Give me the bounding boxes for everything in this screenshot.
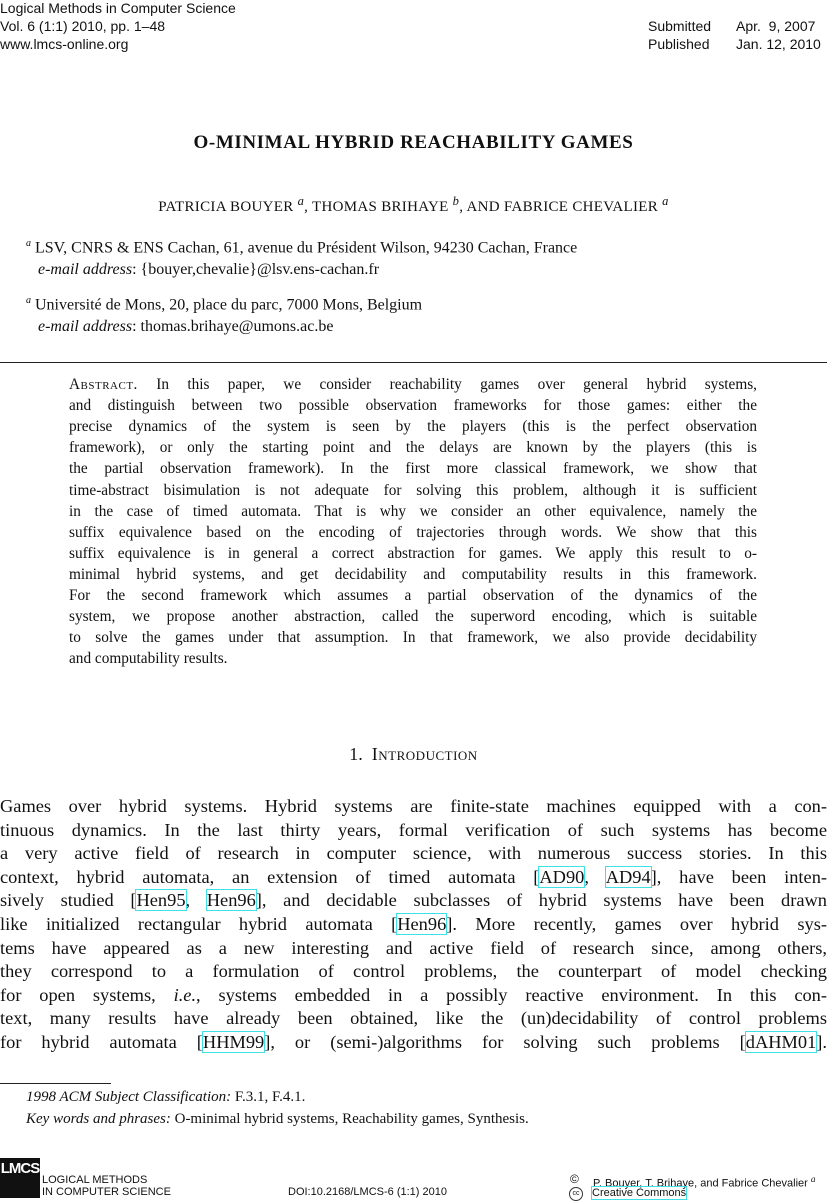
paragraph-line xyxy=(0,938,827,959)
abstract-line xyxy=(69,482,757,500)
email-label: e-mail address xyxy=(38,318,133,336)
paper-title: O-MINIMAL HYBRID REACHABILITY GAMES xyxy=(193,132,634,153)
text-segment: and computability results. xyxy=(69,650,228,668)
affiliation-mark: a xyxy=(26,238,31,249)
text-segment: minimal hybrid systems, and get decidability and computability results in this framework. xyxy=(69,565,757,583)
separator: , xyxy=(459,199,467,215)
paragraph-line xyxy=(0,796,827,817)
email-label: e-mail address xyxy=(38,261,133,279)
text-segment: ]. More recently, games over hybrid sys- xyxy=(446,914,827,934)
footnote-line xyxy=(26,1089,726,1106)
text-segment: ], and decidable subclasses of hybrid systems have been drawn xyxy=(255,890,827,911)
citation-link[interactable]: AD94 xyxy=(605,866,651,887)
text-segment: in the case of timed automata. That is why we consider an other equivalence, namely the xyxy=(69,502,757,520)
affiliation-address: LSV, CNRS & ENS Cachan, 61, avenue du Président Wilson, 94230 Cachan, France xyxy=(35,239,578,257)
abstract-line xyxy=(69,376,757,394)
text-segment: , xyxy=(185,890,207,911)
creative-commons-icon: cc xyxy=(569,1187,583,1201)
text-segment: Abstract. xyxy=(69,376,138,393)
section-heading xyxy=(0,744,827,765)
abstract-line xyxy=(69,418,757,436)
author-name: THOMAS BRIHAYE xyxy=(312,199,449,215)
footnote-rule xyxy=(0,1083,111,1084)
author-list xyxy=(0,194,827,216)
volume-info: Vol. 6 (1:1) 2010, pp. 1–48 xyxy=(0,18,166,34)
author-name: PATRICIA BOUYER xyxy=(158,199,294,215)
abstract-line xyxy=(69,397,757,415)
affiliation-address: Université de Mons, 20, place du parc, 7000 Mons, Belgium xyxy=(35,296,423,314)
citation-link[interactable]: Hen96 xyxy=(206,890,256,911)
text-segment: ], have been inten- xyxy=(650,866,827,887)
published-label: Published xyxy=(648,36,710,52)
text-segment: ], or (semi-)algorithms for solving such problems [ xyxy=(264,1032,746,1052)
journal-name: Logical Methods in Computer Science xyxy=(0,0,236,16)
affiliation-mark: a xyxy=(810,1174,816,1184)
abstract-line xyxy=(69,460,757,478)
text-segment: For the second framework which assumes a partial observation of the dynamics of the xyxy=(69,587,757,604)
paragraph-line xyxy=(0,843,827,864)
text-segment: for open systems, xyxy=(0,984,174,1005)
text-segment: framework), or only the starting point and the delays are known by the players (this is xyxy=(69,439,757,457)
text-segment: i.e. xyxy=(173,984,197,1005)
text-segment: tinuous dynamics. In the last thirty years, formal verification of such systems has become xyxy=(0,819,827,840)
citation-link[interactable]: HHM99 xyxy=(202,1032,265,1052)
submitted-label: Submitted xyxy=(648,18,712,34)
text-segment: system, we propose another abstraction, called the superword encoding, which is suitable xyxy=(69,608,757,626)
copyright-holders-text: P. Bouyer, T. Brihaye, and Fabrice Chevalier xyxy=(593,1177,808,1190)
copyright-icon: © xyxy=(570,1172,579,1186)
text-segment: 1998 ACM Subject Classification: xyxy=(26,1089,232,1105)
text-segment: In this paper, we consider reachability games over general hybrid systems, xyxy=(137,376,757,393)
abstract-line xyxy=(69,566,757,584)
text-segment: suffix equivalence based on the encoding of trajectories through words. We show that this xyxy=(69,523,757,541)
text-segment: suffix equivalence is in general a correct abstraction for games. We apply this result to o- xyxy=(69,544,757,562)
paragraph-line xyxy=(0,1032,827,1053)
email-address[interactable]: : thomas.brihaye@umons.ac.be xyxy=(132,318,334,336)
lmcs-logo: LMCS xyxy=(0,1158,40,1198)
section-title: Introduction xyxy=(371,744,478,764)
header-rule xyxy=(0,362,827,363)
text-segment: and distinguish between two possible observation frameworks for those games: either the xyxy=(69,397,757,415)
paragraph-line xyxy=(0,890,827,911)
paragraph-line xyxy=(0,867,827,888)
publisher-name xyxy=(42,1174,171,1198)
email-address[interactable]: : {bouyer,chevalie}@lsv.ens-cachan.fr xyxy=(132,261,380,279)
text-segment: text, many results have already been obtained, like the (un)decidability of control problems xyxy=(0,1008,827,1029)
citation-link[interactable]: Hen95 xyxy=(136,890,186,911)
abstract-line xyxy=(69,587,757,605)
affiliation xyxy=(26,233,577,281)
text-segment: ]. xyxy=(816,1032,827,1052)
text-segment: like initialized rectangular hybrid automata [ xyxy=(0,914,398,934)
text-segment: they correspond to a formulation of control problems, the counterpart of model checking xyxy=(0,961,827,982)
published-date: Jan. 12, 2010 xyxy=(736,36,821,52)
affiliation xyxy=(26,290,422,338)
text-segment: tems have appeared as a new interesting and active field of research since, among others, xyxy=(0,937,827,958)
citation-link[interactable]: AD90 xyxy=(539,866,585,887)
abstract-line xyxy=(69,439,757,457)
text-segment: a very active field of research in computer science, with numerous success stories. In this xyxy=(0,843,827,864)
creative-commons-link[interactable]: Creative Commons xyxy=(592,1187,687,1199)
text-segment: time-abstract bisimulation is not adequate for solving this problem, although it is sufficient xyxy=(69,481,757,499)
author-affiliation-mark: a xyxy=(662,194,669,208)
publisher-line: LOGICAL METHODS xyxy=(42,1174,148,1186)
affiliation-mark: a xyxy=(26,295,31,306)
author-affiliation-mark: b xyxy=(452,194,460,208)
text-segment: O-minimal hybrid systems, Reachability games, Synthesis. xyxy=(170,1111,529,1127)
section-number: 1. xyxy=(349,744,363,764)
website-link[interactable]: www.lmcs-online.org xyxy=(0,36,129,52)
text-segment: the partial observation framework). In the first more classical framework, we show that xyxy=(69,460,757,478)
abstract-line xyxy=(69,629,757,647)
text-segment: for hybrid automata [ xyxy=(0,1032,203,1052)
author-name: AND FABRICE CHEVALIER xyxy=(466,199,659,215)
separator: , xyxy=(304,199,312,215)
text-segment: Games over hybrid systems. Hybrid systems are finite-state machines equipped with a con- xyxy=(0,796,827,816)
abstract-line xyxy=(69,608,757,626)
text-segment: , systems embedded in a possibly reactive environment. In this con- xyxy=(196,984,827,1005)
text-segment: F.3.1, F.4.1. xyxy=(231,1089,306,1105)
paragraph-line xyxy=(0,1008,827,1029)
citation-link[interactable]: Hen96 xyxy=(397,914,447,934)
paragraph-line xyxy=(0,914,827,935)
paragraph-line xyxy=(0,985,827,1006)
publisher-line: IN COMPUTER SCIENCE xyxy=(42,1186,171,1198)
submitted-date: Apr. 9, 2007 xyxy=(736,18,816,34)
abstract-line xyxy=(69,650,757,668)
text-segment: sively studied [ xyxy=(0,890,137,911)
citation-link[interactable]: dAHM01 xyxy=(745,1032,817,1052)
abstract-line xyxy=(69,503,757,521)
text-segment: to solve the games under that assumption. In that framework, we also provide decidability xyxy=(69,629,757,647)
paragraph-line xyxy=(0,961,827,982)
abstract-line xyxy=(69,545,757,563)
abstract-line xyxy=(69,524,757,542)
text-segment: , xyxy=(584,866,606,887)
doi[interactable]: DOI:10.2168/LMCS-6 (1:1) 2010 xyxy=(288,1186,447,1198)
footnote-line xyxy=(26,1111,726,1128)
author-affiliation-mark: a xyxy=(297,194,305,208)
text-segment: Key words and phrases: xyxy=(26,1111,171,1127)
paragraph-line xyxy=(0,820,827,841)
text-segment: precise dynamics of the system is seen by the players (this is the perfect observation xyxy=(69,418,757,436)
text-segment: context, hybrid automata, an extension of timed automata [ xyxy=(0,866,540,887)
